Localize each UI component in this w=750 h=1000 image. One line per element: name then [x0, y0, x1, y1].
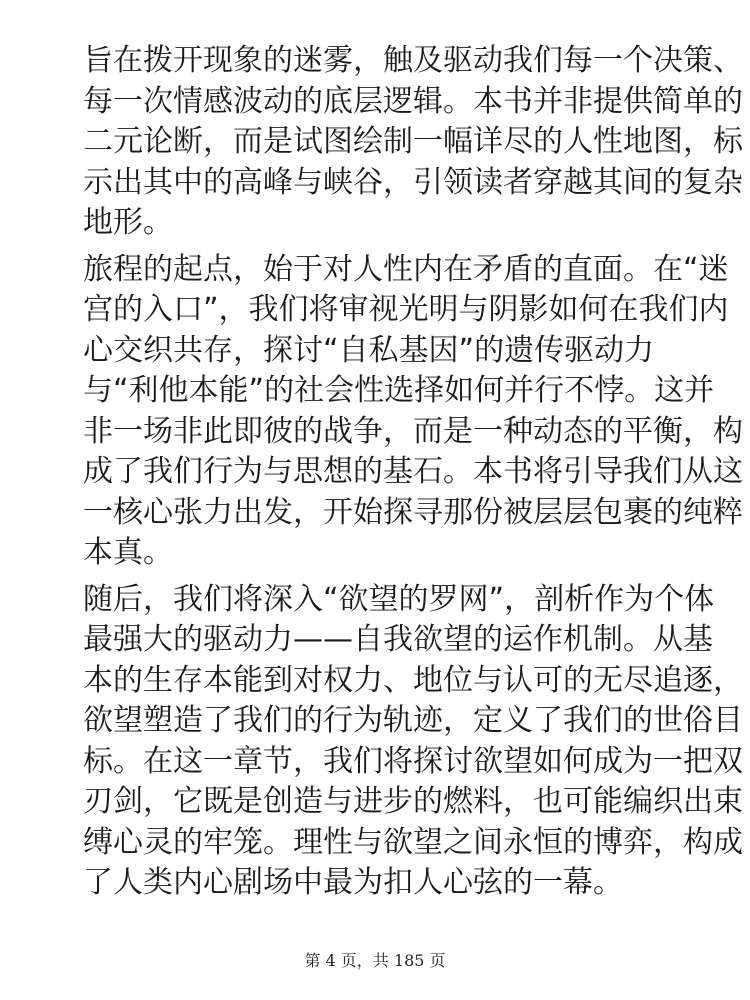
text-line: 本的生存本能到对权力、地位与认可的无尽追逐，	[83, 662, 743, 698]
text-line: 旨在拨开现象的迷雾，触及驱动我们每一个决策、	[83, 43, 743, 78]
text-line: 二元论断，而是试图绘制一幅详尽的人性地图，标	[83, 124, 743, 159]
text-line: 心交织共存，探讨“自私基因”的遗传驱动力	[83, 332, 655, 368]
text-line: 了人类内心剧场中最为扣人心弦的一幕。	[83, 865, 623, 900]
text-line: 与“利他本能”的社会性选择如何并行不悖。这并	[83, 373, 715, 408]
page-number: 第 4 页，共 185 页	[304, 951, 446, 970]
paragraph-3	[83, 580, 743, 904]
text-line: 非一场非此即彼的战争，而是一种动态的平衡，构	[83, 413, 743, 449]
text-line: 欲望塑造了我们的行为轨迹，定义了我们的世俗目	[83, 703, 743, 738]
text-line: 旅程的起点，始于对人性内在矛盾的直面。在“迷	[83, 251, 729, 287]
text-line: 宫的入口”，我们将审视光明与阴影如何在我们内	[83, 292, 729, 327]
paragraph-1	[83, 41, 743, 244]
text-line: 一核心张力出发，开始探寻那份被层层包裹的纯粹	[83, 494, 743, 530]
text-line: 每一次情感波动的底层逻辑。本书并非提供简单的	[83, 83, 743, 119]
text-line: 示出其中的高峰与峡谷，引领读者穿越其间的复杂	[83, 164, 743, 200]
paragraph-2	[83, 250, 743, 574]
text-line: 成了我们行为与思想的基石。本书将引导我们从这	[83, 454, 743, 489]
text-line: 随后，我们将深入“欲望的罗网”，剖析作为个体	[83, 581, 715, 617]
text-line: 本真。	[83, 535, 173, 570]
text-line: 标。在这一章节，我们将探讨欲望如何成为一把双	[83, 743, 743, 779]
body-text	[83, 41, 743, 910]
text-line: 缚心灵的牢笼。理性与欲望之间永恒的博弈，构成	[83, 824, 743, 860]
text-line: 刃剑，它既是创造与进步的燃料，也可能编织出束	[83, 784, 743, 819]
text-line: 最强大的驱动力——自我欲望的运作机制。从基	[83, 622, 713, 657]
text-line: 地形。	[83, 205, 173, 240]
